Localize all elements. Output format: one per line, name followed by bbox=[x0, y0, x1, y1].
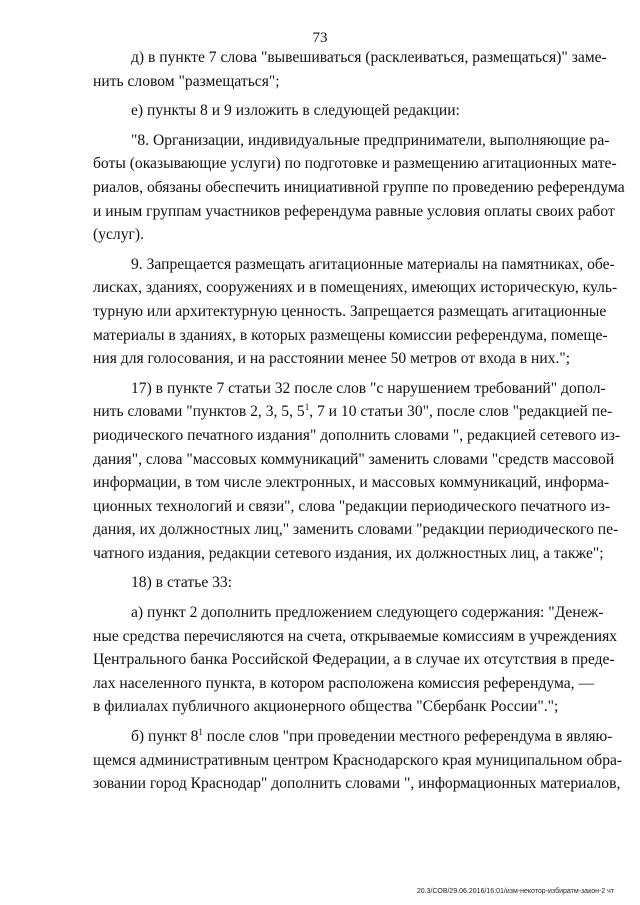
text-line: ционных технологий и связи", слова "редакции периодического печатного из- bbox=[93, 497, 611, 515]
text-line: щемся административным центром Краснодарского края муниципальном обра- bbox=[93, 751, 623, 769]
text-line: нить словами "пунктов 2, 3, 5, $5^1$, 7 и 10 статьи 30", после слов "редакцией пе- bbox=[93, 402, 613, 421]
text-line: риалов, обязаны обеспечить инициативной группе по проведению референдума bbox=[93, 178, 625, 196]
paragraph bbox=[93, 253, 618, 371]
text-line: нить словом "размещаться"; bbox=[93, 72, 280, 90]
text-line: боты (оказывающие услуги) по подготовке и размещению агитационных мате- bbox=[93, 155, 617, 173]
text-line: чатного издания, редакции сетевого издания, их должностных лиц, а также"; bbox=[93, 544, 604, 562]
text-line: д) в пункте 7 слова "вывешиваться (расклеиваться, размещаться)" заме- bbox=[131, 49, 607, 66]
text-line: ния для голосования, и на расстоянии менее 50 метров от входа в них."; bbox=[93, 350, 571, 368]
text-line: 17) в пункте 7 статьи 32 после слов "с нарушением требований" допол- bbox=[131, 379, 606, 397]
text-line: лах населенного пункта, в котором расположена комиссия референдума, — bbox=[93, 674, 595, 692]
paragraph bbox=[93, 129, 625, 247]
text-line: "8. Организации, индивидуальные предприниматели, выполняющие ра- bbox=[131, 131, 610, 149]
text-line: и иным группам участников референдума равные условия оплаты своих работ bbox=[93, 202, 615, 220]
paragraph bbox=[93, 725, 623, 796]
page-number: 73 bbox=[312, 30, 328, 46]
text-line: дания", слова "массовых коммуникаций" заменить словами "средств массовой bbox=[93, 450, 615, 468]
text-line: зовании город Краснодар" дополнить словами ", информационных материалов, bbox=[93, 775, 621, 793]
paragraph bbox=[93, 571, 587, 595]
paragraph bbox=[93, 99, 587, 123]
text-line: турную или архитектурную ценность. Запрещается размещать агитационные bbox=[93, 302, 607, 320]
text-line: б) пункт $8^1$ после слов "при проведении местного референдума в являю- bbox=[131, 727, 613, 746]
text-line: дания, их должностных лиц," заменить словами "редакции периодического пе- bbox=[93, 521, 619, 539]
text-line: 18) в статье 33: bbox=[131, 574, 233, 592]
text-line: риодического печатного издания" дополнить словами ", редакцией сетевого из- bbox=[93, 426, 621, 444]
text-line: (услуг). bbox=[93, 226, 144, 244]
document-body bbox=[93, 46, 625, 802]
footer-file-reference: 20.3/СОВ/29.06.2016/16:01/изм-некотор-избиратм-закон-2 чт bbox=[416, 888, 614, 895]
text-line: е) пункты 8 и 9 изложить в следующей редакции: bbox=[131, 102, 460, 120]
text-line: Центрального банка Российской Федерации, а в случае их отсутствия в преде- bbox=[93, 651, 615, 669]
text-line: информации, в том числе электронных, и массовых коммуникаций, информа- bbox=[93, 474, 610, 492]
paragraph bbox=[93, 46, 607, 93]
text-line: материалы в зданиях, в которых размещены комиссии референдума, помеще- bbox=[93, 326, 608, 344]
text-line: в филиалах публичного акционерного общества "Сбербанк России"."; bbox=[93, 698, 559, 716]
text-line: 9. Запрещается размещать агитационные материалы на памятниках, обе- bbox=[131, 255, 615, 273]
text-line: лисках, зданиях, сооружениях и в помещениях, имеющих историческую, куль- bbox=[93, 279, 618, 297]
paragraph bbox=[93, 601, 618, 719]
text-line: а) пункт 2 дополнить предложением следующего содержания: "Денеж- bbox=[131, 604, 604, 622]
text-line: ные средства перечисляются на счета, открываемые комиссиям в учреждениях bbox=[93, 627, 618, 645]
paragraph bbox=[93, 377, 621, 566]
